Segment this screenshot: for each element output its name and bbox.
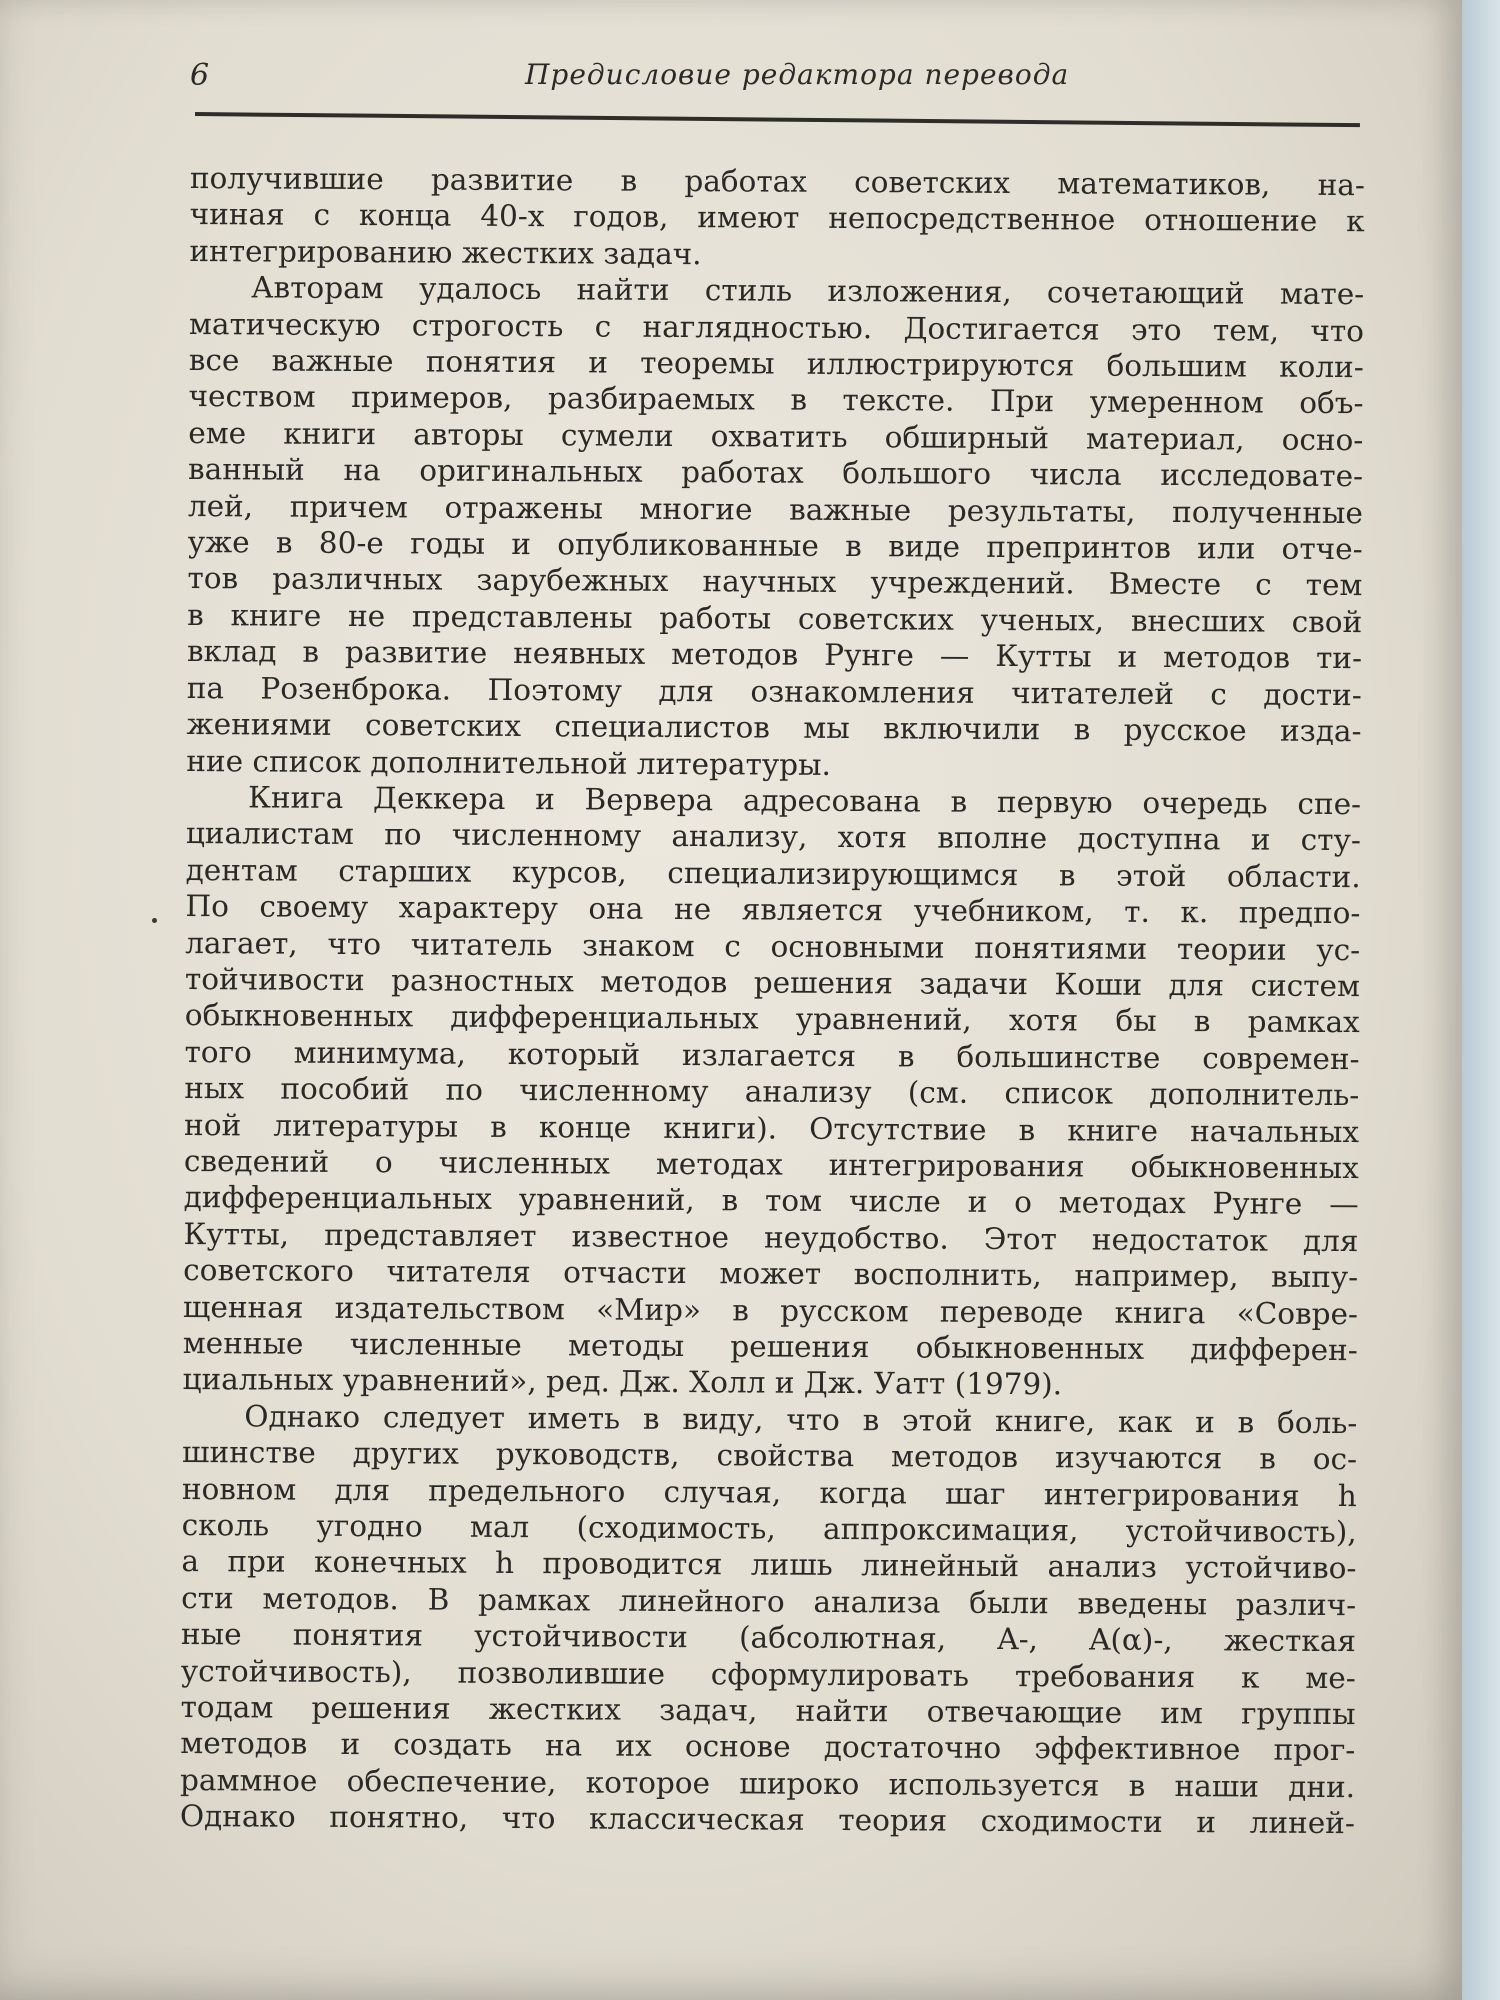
text-line: ванный на оригинальных работах большого числа исследовате- [188,452,1364,494]
text-line: тойчивости разностных методов решения задачи Коши для систем [184,961,1361,1004]
text-line: раммное обеспечение, которое широко используется в наши дни. [180,1762,1356,1805]
text-line: чеством примеров, разбираемых в тексте. При умеренном объ- [188,379,1364,421]
text-line: еме книги авторы сумели охватить обширный материал, осно- [188,415,1364,458]
text-line: дифференциальных уравнений, в том числе и о методах Рунге — [183,1180,1359,1222]
text-line: устойчивость), позволившие сформулировать требования к ме- [180,1653,1356,1695]
text-line: обыкновенных дифференциальных уравнений, хотя бы в рамках [184,998,1360,1040]
text-line: циалистам по численному анализу, хотя вполне доступна и сту- [185,816,1361,858]
text-line: тодам решения жестких задач, найти отвечающие им группы [180,1690,1356,1732]
text-line: сведений о численных методах интегрирования обыкновенных [183,1143,1359,1186]
body-text [180,160,1365,1842]
text-line: сти методов. В рамках линейного анализа были введены различ- [181,1580,1357,1622]
text-line: жениями советских специалистов мы включили в русское изда- [186,707,1362,749]
text-line: а при конечных h проводится лишь линейный анализ устойчиво- [181,1544,1357,1586]
text-line: в книге не представлены работы советских ученых, внесших свой [187,597,1363,640]
page-header [190,58,1360,98]
text-line: менные численные методы решения обыкновенных дифферен- [182,1325,1358,1368]
text-line: Кутты, представляет известное неудобство. Этот недостаток для [183,1216,1359,1258]
text-line: лагает, что читатель знаком с основными понятиями теории ус- [185,925,1361,967]
running-title: Предисловие редактора перевода [525,58,1070,91]
text-line: ных пособий по численному анализу (см. список дополнитель- [184,1071,1360,1113]
text-line: щенная издательством «Мир» в русском переводе книга «Совре- [182,1289,1359,1331]
text-line: лей, причем отражены многие важные результаты, полученные [187,488,1363,530]
text-line: дентам старших курсов, специализирующимся в этой области. [185,852,1361,894]
margin-dot [152,918,157,923]
adjacent-page-edge [1460,0,1500,2000]
text-line: интегрированию жестких задач. [189,233,702,271]
text-line: советского читателя отчасти может восполнить, например, выпу- [183,1253,1359,1295]
text-line: матическую строгость с наглядностью. Достигается это тем, что [188,306,1365,348]
text-line: ной литературы в конце книги). Отсутствие в книге начальных [184,1107,1360,1149]
text-line: шинстве других руководств, свойства методов изучаются в ос- [182,1435,1358,1477]
text-line: Однако понятно, что классическая теория сходимости и линей- [179,1799,1355,1841]
header-rule [195,112,1360,127]
text-line: новном для предельного случая, когда шаг интегрирования h [181,1471,1357,1513]
text-line: ние список дополнительной литературы. [186,743,832,782]
text-line: па Розенброка. Поэтому для ознакомления читателей с дости- [186,670,1362,712]
text-line: ные понятия устойчивости (абсолютная, A-, A(α)-, жесткая [180,1617,1357,1659]
text-line: методов и создать на их основе достаточно эффективное прог- [180,1726,1356,1768]
text-line: По своему характеру она не является учебником, т. к. предпо- [185,889,1361,931]
text-line: Книга Деккера и Вервера адресована в первую очередь спе- [248,780,1362,822]
text-line: чиная с конца 40-х годов, имеют непосредственное отношение к [189,197,1365,239]
text-line: все важные понятия и теоремы иллюстрируются большим коли- [188,343,1364,385]
text-line: уже в 80-е годы и опубликованные в виде препринтов или отче- [187,525,1363,567]
page-number: 6 [190,58,210,93]
text-line: циальных уравнений», ред. Дж. Холл и Дж. Уатт (1979). [182,1362,1063,1402]
text-line: Авторам удалось найти стиль изложения, сочетающий мате- [251,270,1365,312]
text-line: тов различных зарубежных научных учреждений. Вместе с тем [187,561,1363,603]
text-line: того минимума, который излагается в большинстве современ- [184,1034,1360,1076]
text-line: вклад в развитие неявных методов Рунге — Кутты и методов ти- [186,634,1363,676]
text-line: сколь угодно мал (сходимость, аппроксимация, устойчивость), [181,1508,1357,1550]
text-line: получившие развитие в работах советских математиков, на- [189,160,1365,203]
text-line: Однако следует иметь в виду, что в этой книге, как и в боль- [244,1399,1358,1440]
